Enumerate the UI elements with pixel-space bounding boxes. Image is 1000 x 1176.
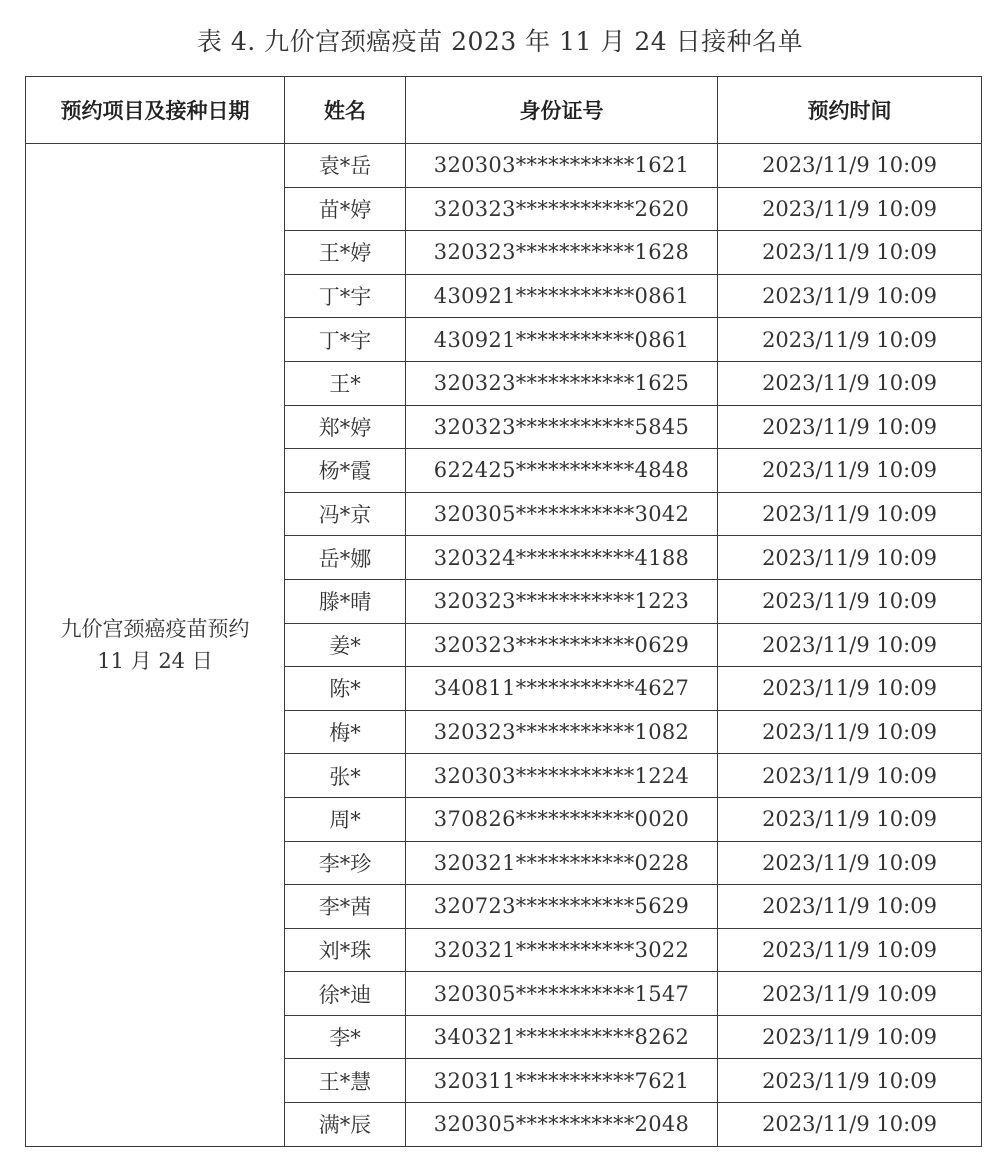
- id-number-cell: 622425***********4848: [406, 449, 718, 493]
- appointment-time-cell: 2023/11/9 10:09: [718, 797, 982, 841]
- name-cell: 杨*霞: [285, 449, 406, 493]
- appointment-time-cell: 2023/11/9 10:09: [718, 972, 982, 1016]
- id-number-cell: 320324***********4188: [406, 536, 718, 580]
- appointment-time-cell: 2023/11/9 10:09: [718, 144, 982, 188]
- id-number-cell: 370826***********0020: [406, 797, 718, 841]
- header-appointment-time: 预约时间: [718, 77, 982, 144]
- name-cell: 梅*: [285, 710, 406, 754]
- id-number-cell: 320323***********0629: [406, 623, 718, 667]
- name-cell: 姜*: [285, 623, 406, 667]
- name-cell: 滕*晴: [285, 579, 406, 623]
- id-number-cell: 430921***********0861: [406, 318, 718, 362]
- header-id-number: 身份证号: [406, 77, 718, 144]
- id-number-cell: 430921***********0861: [406, 274, 718, 318]
- appointment-time-cell: 2023/11/9 10:09: [718, 710, 982, 754]
- id-number-cell: 320303***********1224: [406, 754, 718, 798]
- name-cell: 刘*珠: [285, 928, 406, 972]
- id-number-cell: 320323***********1223: [406, 579, 718, 623]
- appointment-time-cell: 2023/11/9 10:09: [718, 187, 982, 231]
- id-number-cell: 320323***********2620: [406, 187, 718, 231]
- appointment-time-cell: 2023/11/9 10:09: [718, 1015, 982, 1059]
- name-cell: 岳*娜: [285, 536, 406, 580]
- id-number-cell: 320723***********5629: [406, 885, 718, 929]
- name-cell: 王*慧: [285, 1059, 406, 1103]
- name-cell: 王*婷: [285, 231, 406, 275]
- name-cell: 苗*婷: [285, 187, 406, 231]
- name-cell: 满*辰: [285, 1103, 406, 1147]
- vaccination-roster-table: [25, 76, 982, 1147]
- appointment-time-cell: 2023/11/9 10:09: [718, 579, 982, 623]
- appointment-time-cell: 2023/11/9 10:09: [718, 1059, 982, 1103]
- header-name: 姓名: [285, 77, 406, 144]
- id-number-cell: 320303***********1621: [406, 144, 718, 188]
- id-number-cell: 340321***********8262: [406, 1015, 718, 1059]
- name-cell: 徐*迪: [285, 972, 406, 1016]
- id-number-cell: 320321***********3022: [406, 928, 718, 972]
- id-number-cell: 320311***********7621: [406, 1059, 718, 1103]
- roster-body: [26, 144, 982, 1147]
- name-cell: 冯*京: [285, 492, 406, 536]
- appointment-time-cell: 2023/11/9 10:09: [718, 318, 982, 362]
- id-number-cell: 320305***********1547: [406, 972, 718, 1016]
- project-name: 九价宫颈癌疫苗预约: [60, 616, 250, 641]
- header-project: 预约项目及接种日期: [26, 77, 285, 144]
- appointment-time-cell: 2023/11/9 10:09: [718, 885, 982, 929]
- appointment-time-cell: 2023/11/9 10:09: [718, 754, 982, 798]
- id-number-cell: 320321***********0228: [406, 841, 718, 885]
- table-row: [26, 144, 982, 188]
- name-cell: 王*: [285, 361, 406, 405]
- id-number-cell: 320323***********1082: [406, 710, 718, 754]
- appointment-time-cell: 2023/11/9 10:09: [718, 536, 982, 580]
- name-cell: 张*: [285, 754, 406, 798]
- name-cell: 袁*岳: [285, 144, 406, 188]
- name-cell: 周*: [285, 797, 406, 841]
- header-row: [26, 77, 982, 144]
- name-cell: 李*茜: [285, 885, 406, 929]
- name-cell: 李*: [285, 1015, 406, 1059]
- appointment-time-cell: 2023/11/9 10:09: [718, 405, 982, 449]
- name-cell: 丁*宇: [285, 274, 406, 318]
- appointment-time-cell: 2023/11/9 10:09: [718, 361, 982, 405]
- appointment-time-cell: 2023/11/9 10:09: [718, 928, 982, 972]
- name-cell: 郑*婷: [285, 405, 406, 449]
- name-cell: 陈*: [285, 667, 406, 711]
- project-and-date-cell: [26, 144, 285, 1147]
- id-number-cell: 320305***********3042: [406, 492, 718, 536]
- id-number-cell: 320323***********1628: [406, 231, 718, 275]
- appointment-time-cell: 2023/11/9 10:09: [718, 492, 982, 536]
- appointment-time-cell: 2023/11/9 10:09: [718, 274, 982, 318]
- document-title: 表 4. 九价宫颈癌疫苗 2023 年 11 月 24 日接种名单: [196, 27, 804, 56]
- vaccination-date: 11 月 24 日: [97, 648, 213, 673]
- appointment-time-cell: 2023/11/9 10:09: [718, 623, 982, 667]
- id-number-cell: 320305***********2048: [406, 1103, 718, 1147]
- name-cell: 李*珍: [285, 841, 406, 885]
- id-number-cell: 340811***********4627: [406, 667, 718, 711]
- appointment-time-cell: 2023/11/9 10:09: [718, 841, 982, 885]
- appointment-time-cell: 2023/11/9 10:09: [718, 1103, 982, 1147]
- appointment-time-cell: 2023/11/9 10:09: [718, 667, 982, 711]
- appointment-time-cell: 2023/11/9 10:09: [718, 449, 982, 493]
- id-number-cell: 320323***********1625: [406, 361, 718, 405]
- appointment-time-cell: 2023/11/9 10:09: [718, 231, 982, 275]
- id-number-cell: 320323***********5845: [406, 405, 718, 449]
- name-cell: 丁*宇: [285, 318, 406, 362]
